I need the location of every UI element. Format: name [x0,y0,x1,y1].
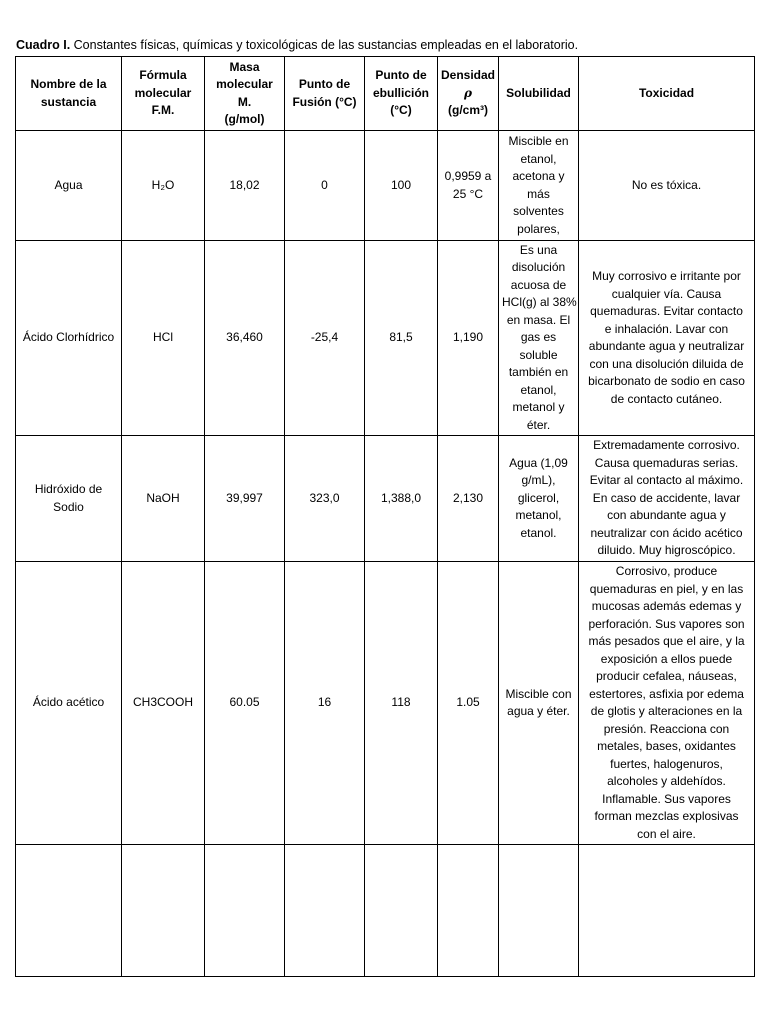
cell-formula: CH3COOH [122,562,205,845]
cell-name: Agua [16,131,122,241]
header-melting-point: Punto de Fusión (°C) [285,57,365,131]
cell-boiling-point: 1,388,0 [365,436,438,562]
cell-toxicity: No es tóxica. [579,131,755,241]
empty-cell [438,845,499,977]
empty-cell [205,845,285,977]
cell-solubility: Miscible en etanol, acetona y más solventes polares, [499,131,579,241]
header-toxicity: Toxicidad [579,57,755,131]
table-row [16,131,755,241]
empty-cell [122,845,205,977]
cell-density: 1.05 [438,562,499,845]
caption-text: Constantes físicas, químicas y toxicológicas de las sustancias empleadas en el laboratorio. [70,38,579,52]
cell-name: Hidróxido de Sodio [16,436,122,562]
cell-density: 0,9959 a 25 °C [438,131,499,241]
empty-cell [579,845,755,977]
header-mass: Masa molecular M. (g/mol) [205,57,285,131]
cell-solubility: Miscible con agua y éter. [499,562,579,845]
empty-row [16,845,755,977]
header-row [16,57,755,131]
rho-symbol: ρ [464,85,472,100]
empty-cell [285,845,365,977]
empty-cell [499,845,579,977]
cell-solubility: Agua (1,09 g/mL), glicerol, metanol, etanol. [499,436,579,562]
cell-mass: 18,02 [205,131,285,241]
cell-toxicity: Extremadamente corrosivo. Causa quemaduras serias. Evitar al contacto al máximo. En caso de accidente, lavar con abundante agua y neutralizar con ácido acético diluido. Muy higroscópico. [579,436,755,562]
cell-density: 2,130 [438,436,499,562]
cell-melting-point: -25,4 [285,241,365,436]
header-density: Densidad ρ (g/cm³) [438,57,499,131]
cell-formula: NaOH [122,436,205,562]
header-solubility: Solubilidad [499,57,579,131]
cell-formula: HCl [122,241,205,436]
cell-name: Ácido acético [16,562,122,845]
table-row [16,436,755,562]
cell-boiling-point: 118 [365,562,438,845]
header-formula: Fórmula molecular F.M. [122,57,205,131]
properties-table [15,56,755,977]
cell-mass: 60.05 [205,562,285,845]
table-row [16,241,755,436]
cell-boiling-point: 81,5 [365,241,438,436]
table-caption [16,37,756,53]
cell-toxicity: Corrosivo, produce quemaduras en piel, y en las mucosas además edemas y perforación. Sus vapores son más pesados que el aire, y la exposición a ellos puede producir cefalea, náuseas, estertores, asfixia por edema de glotis y alteraciones en la presión. Reacciona con metales, bases, oxidantes fuertes, halogenuros, alcoholes y aldehídos. Inflamable. Sus vapores forman mezclas explosivas con el aire. [579,562,755,845]
cell-density: 1,190 [438,241,499,436]
caption-label: Cuadro I. [16,38,71,52]
cell-mass: 39,997 [205,436,285,562]
cell-boiling-point: 100 [365,131,438,241]
table-row [16,562,755,845]
cell-melting-point: 323,0 [285,436,365,562]
cell-formula: H₂O [122,131,205,241]
header-name: Nombre de la sustancia [16,57,122,131]
cell-melting-point: 16 [285,562,365,845]
cell-solubility: Es una disolución acuosa de HCl(g) al 38% en masa. El gas es soluble también en etanol, metanol y éter. [499,241,579,436]
cell-toxicity: Muy corrosivo e irritante por cualquier vía. Causa quemaduras. Evitar contacto e inhalación. Lavar con abundante agua y neutralizar con una disolución diluida de bicarbonato de sodio en caso de contacto cutáneo. [579,241,755,436]
cell-mass: 36,460 [205,241,285,436]
empty-cell [16,845,122,977]
header-boiling-point: Punto de ebullición (°C) [365,57,438,131]
cell-melting-point: 0 [285,131,365,241]
empty-cell [365,845,438,977]
cell-name: Ácido Clorhídrico [16,241,122,436]
